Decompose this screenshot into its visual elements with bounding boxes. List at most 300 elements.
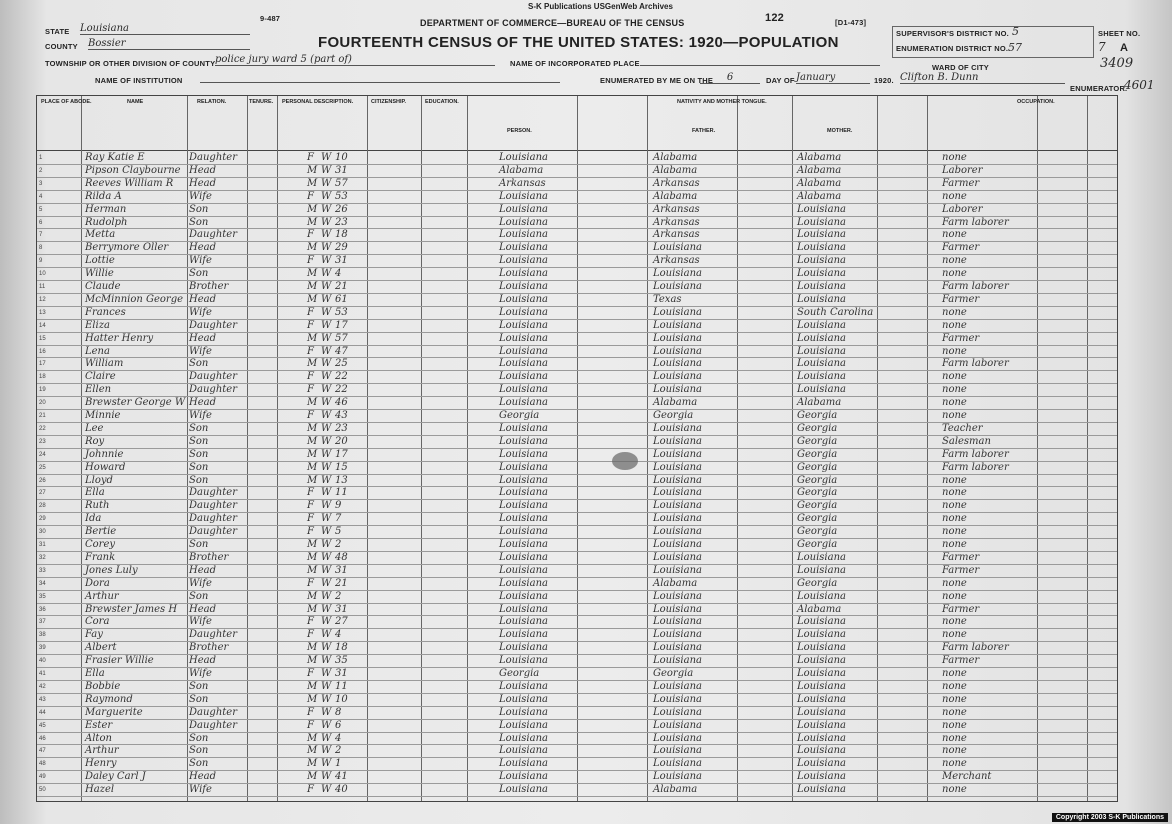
enumeration-value: 57 <box>1008 41 1022 54</box>
sex: M <box>307 655 318 667</box>
relation: Son <box>189 268 209 280</box>
mother-birthplace: Louisiana <box>797 590 846 602</box>
relation: Wife <box>189 345 212 357</box>
birthplace: Louisiana <box>499 293 548 305</box>
father-birthplace: Louisiana <box>653 242 702 254</box>
occupation: none <box>942 513 967 525</box>
relation: Daughter <box>189 319 237 331</box>
father-birthplace: Louisiana <box>653 719 702 731</box>
sex: F <box>307 190 314 202</box>
person-name: Claire <box>85 371 116 383</box>
row-number: 19 <box>39 387 46 394</box>
person-name: Marguerite <box>85 706 143 718</box>
col-header-education: EDUCATION. <box>425 99 459 105</box>
father-birthplace: Louisiana <box>653 616 702 628</box>
mother-birthplace: Louisiana <box>797 203 846 215</box>
row-number: 16 <box>39 348 46 355</box>
subheader-father: FATHER. <box>692 128 716 134</box>
relation: Head <box>189 164 217 176</box>
row-number: 1 <box>39 155 43 161</box>
supervisor-label: SUPERVISOR'S DISTRICT NO. <box>896 29 1009 38</box>
row-number: 22 <box>39 425 46 432</box>
sex: M <box>307 268 318 280</box>
enumerator-label: ENUMERATOR. <box>1070 84 1128 93</box>
person-name: Pipson Claybourne <box>85 164 181 176</box>
father-birthplace: Louisiana <box>653 513 702 525</box>
sex: F <box>307 306 314 318</box>
birthplace: Louisiana <box>499 152 548 163</box>
father-birthplace: Arkansas <box>653 177 700 189</box>
occupation: none <box>942 526 967 538</box>
mother-birthplace: Louisiana <box>797 771 846 783</box>
birthplace: Louisiana <box>499 332 548 344</box>
sex: F <box>307 526 314 538</box>
row-number: 26 <box>39 477 46 484</box>
occupation: none <box>942 397 967 409</box>
person-name: Brewster James H <box>85 603 178 615</box>
sex: M <box>307 693 318 705</box>
relation: Head <box>189 332 217 344</box>
person-name: Ruth <box>85 500 110 512</box>
occupation: none <box>942 268 967 280</box>
state-value: Louisiana <box>80 23 250 35</box>
sex: M <box>307 474 318 486</box>
mother-birthplace: Louisiana <box>797 784 846 796</box>
row-number: 24 <box>39 451 46 458</box>
birthplace: Louisiana <box>499 474 548 486</box>
row-number: 20 <box>39 400 46 407</box>
mother-birthplace: Louisiana <box>797 693 846 705</box>
age: 9 <box>335 500 342 512</box>
father-birthplace: Louisiana <box>653 706 702 718</box>
person-name: Lena <box>85 345 110 357</box>
father-birthplace: Louisiana <box>653 526 702 538</box>
birthplace: Louisiana <box>499 268 548 280</box>
race: W <box>321 448 332 460</box>
occupation: Laborer <box>942 164 983 176</box>
birthplace: Louisiana <box>499 745 548 757</box>
race: W <box>321 706 332 718</box>
father-birthplace: Louisiana <box>653 590 702 602</box>
birthplace: Louisiana <box>499 371 548 383</box>
age: 22 <box>335 384 348 396</box>
sex: M <box>307 164 318 176</box>
mother-birthplace: Louisiana <box>797 242 846 254</box>
race: W <box>321 164 332 176</box>
father-birthplace: Alabama <box>653 190 698 202</box>
occupation: none <box>942 255 967 267</box>
occupation: Farm laborer <box>942 642 1009 654</box>
person-name: Henry <box>85 758 117 770</box>
birthplace: Louisiana <box>499 358 548 370</box>
person-name: Ester <box>85 719 113 731</box>
age: 61 <box>335 293 348 305</box>
mother-birthplace: Georgia <box>797 435 838 447</box>
father-birthplace: Louisiana <box>653 461 702 473</box>
row-number: 3 <box>39 180 43 187</box>
birthplace: Louisiana <box>499 642 548 654</box>
occupation: none <box>942 629 967 641</box>
age: 23 <box>335 422 348 434</box>
race: W <box>321 190 332 202</box>
person-name: Frances <box>85 306 126 318</box>
age: 20 <box>335 435 348 447</box>
race: W <box>321 242 332 254</box>
page-title: FOURTEENTH CENSUS OF THE UNITED STATES: 1920—POPULATION <box>318 34 839 51</box>
father-birthplace: Alabama <box>653 784 698 796</box>
age: 10 <box>335 693 348 705</box>
father-birthplace: Alabama <box>653 152 698 163</box>
age: 27 <box>335 616 348 628</box>
relation: Daughter <box>189 384 237 396</box>
occupation: none <box>942 719 967 731</box>
occupation: Salesman <box>942 435 991 447</box>
relation: Daughter <box>189 371 237 383</box>
race: W <box>321 539 332 550</box>
father-birthplace: Louisiana <box>653 268 702 280</box>
row-number: 50 <box>39 787 46 794</box>
age: 25 <box>335 358 348 370</box>
birthplace: Louisiana <box>499 706 548 718</box>
race: W <box>321 410 332 421</box>
occupation: none <box>942 668 967 679</box>
race: W <box>321 281 332 292</box>
sex: F <box>307 384 314 396</box>
occupation: Farm laborer <box>942 216 1009 228</box>
form-code: [D1-473] <box>835 18 867 27</box>
occupation: Farmer <box>942 242 980 254</box>
person-name: Berrymore Oller <box>85 242 169 254</box>
relation: Wife <box>189 668 212 679</box>
race: W <box>321 603 332 615</box>
race: W <box>321 732 332 744</box>
county-value: Bossier <box>88 38 250 50</box>
race: W <box>321 668 332 679</box>
age: 2 <box>335 590 342 602</box>
age: 11 <box>335 487 348 499</box>
father-birthplace: Louisiana <box>653 758 702 770</box>
relation: Brother <box>189 551 229 563</box>
father-birthplace: Louisiana <box>653 564 702 576</box>
supervisor-value: 5 <box>1012 25 1019 38</box>
relation: Wife <box>189 784 212 796</box>
birthplace: Louisiana <box>499 719 548 731</box>
relation: Brother <box>189 281 229 292</box>
age: 57 <box>335 332 348 344</box>
row-number: 48 <box>39 761 46 768</box>
race: W <box>321 513 332 525</box>
row-number: 30 <box>39 529 46 536</box>
father-birthplace: Louisiana <box>653 642 702 654</box>
sex: F <box>307 319 314 331</box>
birthplace: Louisiana <box>499 551 548 563</box>
enumerated-month: January <box>796 72 870 84</box>
age: 31 <box>335 164 348 176</box>
col-header-occupation: OCCUPATION. <box>1017 99 1055 105</box>
occupation: none <box>942 410 967 421</box>
father-birthplace: Louisiana <box>653 539 702 550</box>
mother-birthplace: Louisiana <box>797 706 846 718</box>
age: 2 <box>335 539 342 550</box>
age: 13 <box>335 474 348 486</box>
race: W <box>321 693 332 705</box>
relation: Wife <box>189 616 212 628</box>
birthplace: Louisiana <box>499 461 548 473</box>
person-name: Ida <box>85 513 102 525</box>
race: W <box>321 293 332 305</box>
relation: Head <box>189 242 217 254</box>
father-birthplace: Louisiana <box>653 500 702 512</box>
father-birthplace: Alabama <box>653 164 698 176</box>
person-name: Alton <box>85 732 112 744</box>
father-birthplace: Alabama <box>653 577 698 589</box>
father-birthplace: Louisiana <box>653 551 702 563</box>
relation: Daughter <box>189 229 237 241</box>
sex: M <box>307 448 318 460</box>
mother-birthplace: Georgia <box>797 513 838 525</box>
race: W <box>321 152 332 163</box>
sex: M <box>307 745 318 757</box>
race: W <box>321 384 332 396</box>
occupation: none <box>942 152 967 163</box>
father-birthplace: Arkansas <box>653 229 700 241</box>
father-birthplace: Louisiana <box>653 487 702 499</box>
mother-birthplace: Georgia <box>797 500 838 512</box>
sex: F <box>307 500 314 512</box>
race: W <box>321 771 332 783</box>
father-birthplace: Louisiana <box>653 448 702 460</box>
township-value: police jury ward 5 (part of) <box>215 54 495 66</box>
race: W <box>321 642 332 654</box>
father-birthplace: Louisiana <box>653 435 702 447</box>
person-name: Johnnie <box>85 448 124 460</box>
day-of-label: DAY OF <box>766 76 795 85</box>
birthplace: Louisiana <box>499 435 548 447</box>
sex: M <box>307 771 318 783</box>
row-rule <box>37 796 1117 797</box>
race: W <box>321 616 332 628</box>
mother-birthplace: Louisiana <box>797 345 846 357</box>
person-name: Arthur <box>85 745 119 757</box>
person-name: Daley Carl J <box>85 771 146 783</box>
sex: F <box>307 513 314 525</box>
person-name: Jones Luly <box>85 564 138 576</box>
sex: M <box>307 564 318 576</box>
birthplace: Alabama <box>499 164 544 176</box>
relation: Wife <box>189 410 212 421</box>
mother-birthplace: Louisiana <box>797 371 846 383</box>
race: W <box>321 332 332 344</box>
race: W <box>321 551 332 563</box>
relation: Son <box>189 358 209 370</box>
person-name: Bobbie <box>85 680 121 692</box>
township-label: TOWNSHIP OR OTHER DIVISION OF COUNTY <box>45 59 216 68</box>
row-number: 34 <box>39 580 46 587</box>
mother-birthplace: Louisiana <box>797 745 846 757</box>
race: W <box>321 590 332 602</box>
birthplace: Louisiana <box>499 526 548 538</box>
age: 7 <box>335 513 342 525</box>
row-number: 32 <box>39 554 46 561</box>
birthplace: Louisiana <box>499 500 548 512</box>
row-number: 29 <box>39 516 46 523</box>
race: W <box>321 680 332 692</box>
county-label: COUNTY <box>45 42 78 51</box>
age: 40 <box>335 784 348 796</box>
sex: F <box>307 229 314 241</box>
birthplace: Louisiana <box>499 242 548 254</box>
person-name: Eliza <box>85 319 110 331</box>
relation: Son <box>189 693 209 705</box>
row-number: 37 <box>39 619 46 626</box>
race: W <box>321 435 332 447</box>
birthplace: Georgia <box>499 410 540 421</box>
subheader-mother: MOTHER. <box>827 128 853 134</box>
age: 17 <box>335 319 348 331</box>
col-header-tenure: TENURE. <box>249 99 274 105</box>
person-name: Frasier Willie <box>85 655 154 667</box>
birthplace: Louisiana <box>499 397 548 409</box>
sex: F <box>307 410 314 421</box>
race: W <box>321 203 332 215</box>
relation: Son <box>189 216 209 228</box>
age: 48 <box>335 551 348 563</box>
row-number: 31 <box>39 542 46 548</box>
mother-birthplace: Louisiana <box>797 384 846 396</box>
person-name: Ella <box>85 668 105 679</box>
sex: M <box>307 642 318 654</box>
father-birthplace: Louisiana <box>653 345 702 357</box>
race: W <box>321 229 332 241</box>
person-name: Arthur <box>85 590 119 602</box>
person-name: Lottie <box>85 255 115 267</box>
person-name: Corey <box>85 539 116 550</box>
sex: M <box>307 435 318 447</box>
occupation: none <box>942 616 967 628</box>
age: 53 <box>335 190 348 202</box>
race: W <box>321 216 332 228</box>
father-birthplace: Louisiana <box>653 306 702 318</box>
father-birthplace: Louisiana <box>653 629 702 641</box>
row-number: 14 <box>39 322 46 329</box>
age: 10 <box>335 152 348 163</box>
father-birthplace: Arkansas <box>653 255 700 267</box>
person-name: Fay <box>85 629 103 641</box>
race: W <box>321 526 332 538</box>
sheet-value: 7 <box>1098 40 1106 54</box>
row-number: 8 <box>39 245 43 252</box>
sex: M <box>307 758 318 770</box>
age: 15 <box>335 461 348 473</box>
mother-birthplace: Louisiana <box>797 616 846 628</box>
relation: Head <box>189 177 217 189</box>
row-number: 43 <box>39 696 46 703</box>
race: W <box>321 655 332 667</box>
birthplace: Louisiana <box>499 771 548 783</box>
mother-birthplace: Louisiana <box>797 732 846 744</box>
relation: Head <box>189 397 217 409</box>
relation: Son <box>189 539 209 550</box>
person-name: William <box>85 358 124 370</box>
relation: Son <box>189 680 209 692</box>
relation: Son <box>189 435 209 447</box>
person-name: Metta <box>85 229 116 241</box>
father-birthplace: Louisiana <box>653 603 702 615</box>
mother-birthplace: Georgia <box>797 539 838 550</box>
row-number: 27 <box>39 490 46 497</box>
col-header-nativity: NATIVITY AND MOTHER TONGUE. <box>677 99 767 105</box>
father-birthplace: Georgia <box>653 668 694 679</box>
occupation: Farmer <box>942 655 980 667</box>
father-birthplace: Georgia <box>653 410 694 421</box>
occupation: Teacher <box>942 422 983 434</box>
age: 8 <box>335 706 342 718</box>
age: 43 <box>335 410 348 421</box>
occupation: none <box>942 190 967 202</box>
father-birthplace: Arkansas <box>653 203 700 215</box>
occupation: Farmer <box>942 551 980 563</box>
birthplace: Louisiana <box>499 281 548 292</box>
row-number: 12 <box>39 296 46 303</box>
sex: F <box>307 719 314 731</box>
row-number: 6 <box>39 219 43 226</box>
sex: M <box>307 590 318 602</box>
occupation: Farmer <box>942 177 980 189</box>
enumerated-label: ENUMERATED BY ME ON THE <box>600 76 714 85</box>
father-birthplace: Louisiana <box>653 332 702 344</box>
form-number: 9-487 <box>260 14 281 23</box>
sex: M <box>307 732 318 744</box>
birthplace: Louisiana <box>499 680 548 692</box>
birthplace: Louisiana <box>499 229 548 241</box>
relation: Daughter <box>189 487 237 499</box>
father-birthplace: Louisiana <box>653 771 702 783</box>
birthplace: Louisiana <box>499 590 548 602</box>
father-birthplace: Louisiana <box>653 422 702 434</box>
relation: Head <box>189 603 217 615</box>
sex: F <box>307 577 314 589</box>
row-number: 41 <box>39 671 46 677</box>
person-name: Bertie <box>85 526 117 538</box>
sheet-label: SHEET NO. <box>1098 29 1141 38</box>
mother-birthplace: Louisiana <box>797 680 846 692</box>
mother-birthplace: Louisiana <box>797 255 846 267</box>
col-header-abode: PLACE OF ABODE. <box>41 99 92 105</box>
margin-number-1: 3409 <box>1100 56 1134 71</box>
row-number: 35 <box>39 593 46 600</box>
father-birthplace: Louisiana <box>653 680 702 692</box>
row-number: 21 <box>39 413 46 419</box>
relation: Head <box>189 293 217 305</box>
row-number: 46 <box>39 735 46 742</box>
person-name: Hazel <box>85 784 115 796</box>
row-number: 2 <box>39 167 43 174</box>
father-birthplace: Louisiana <box>653 693 702 705</box>
person-name: McMinnion George <box>85 293 184 305</box>
birthplace: Louisiana <box>499 345 548 357</box>
father-birthplace: Louisiana <box>653 745 702 757</box>
col-header-relation: RELATION. <box>197 99 227 105</box>
birthplace: Louisiana <box>499 255 548 267</box>
birthplace: Louisiana <box>499 190 548 202</box>
relation: Son <box>189 203 209 215</box>
relation: Son <box>189 461 209 473</box>
relation: Wife <box>189 255 212 267</box>
age: 17 <box>335 448 348 460</box>
relation: Son <box>189 474 209 486</box>
occupation: none <box>942 229 967 241</box>
row-number: 18 <box>39 374 46 381</box>
